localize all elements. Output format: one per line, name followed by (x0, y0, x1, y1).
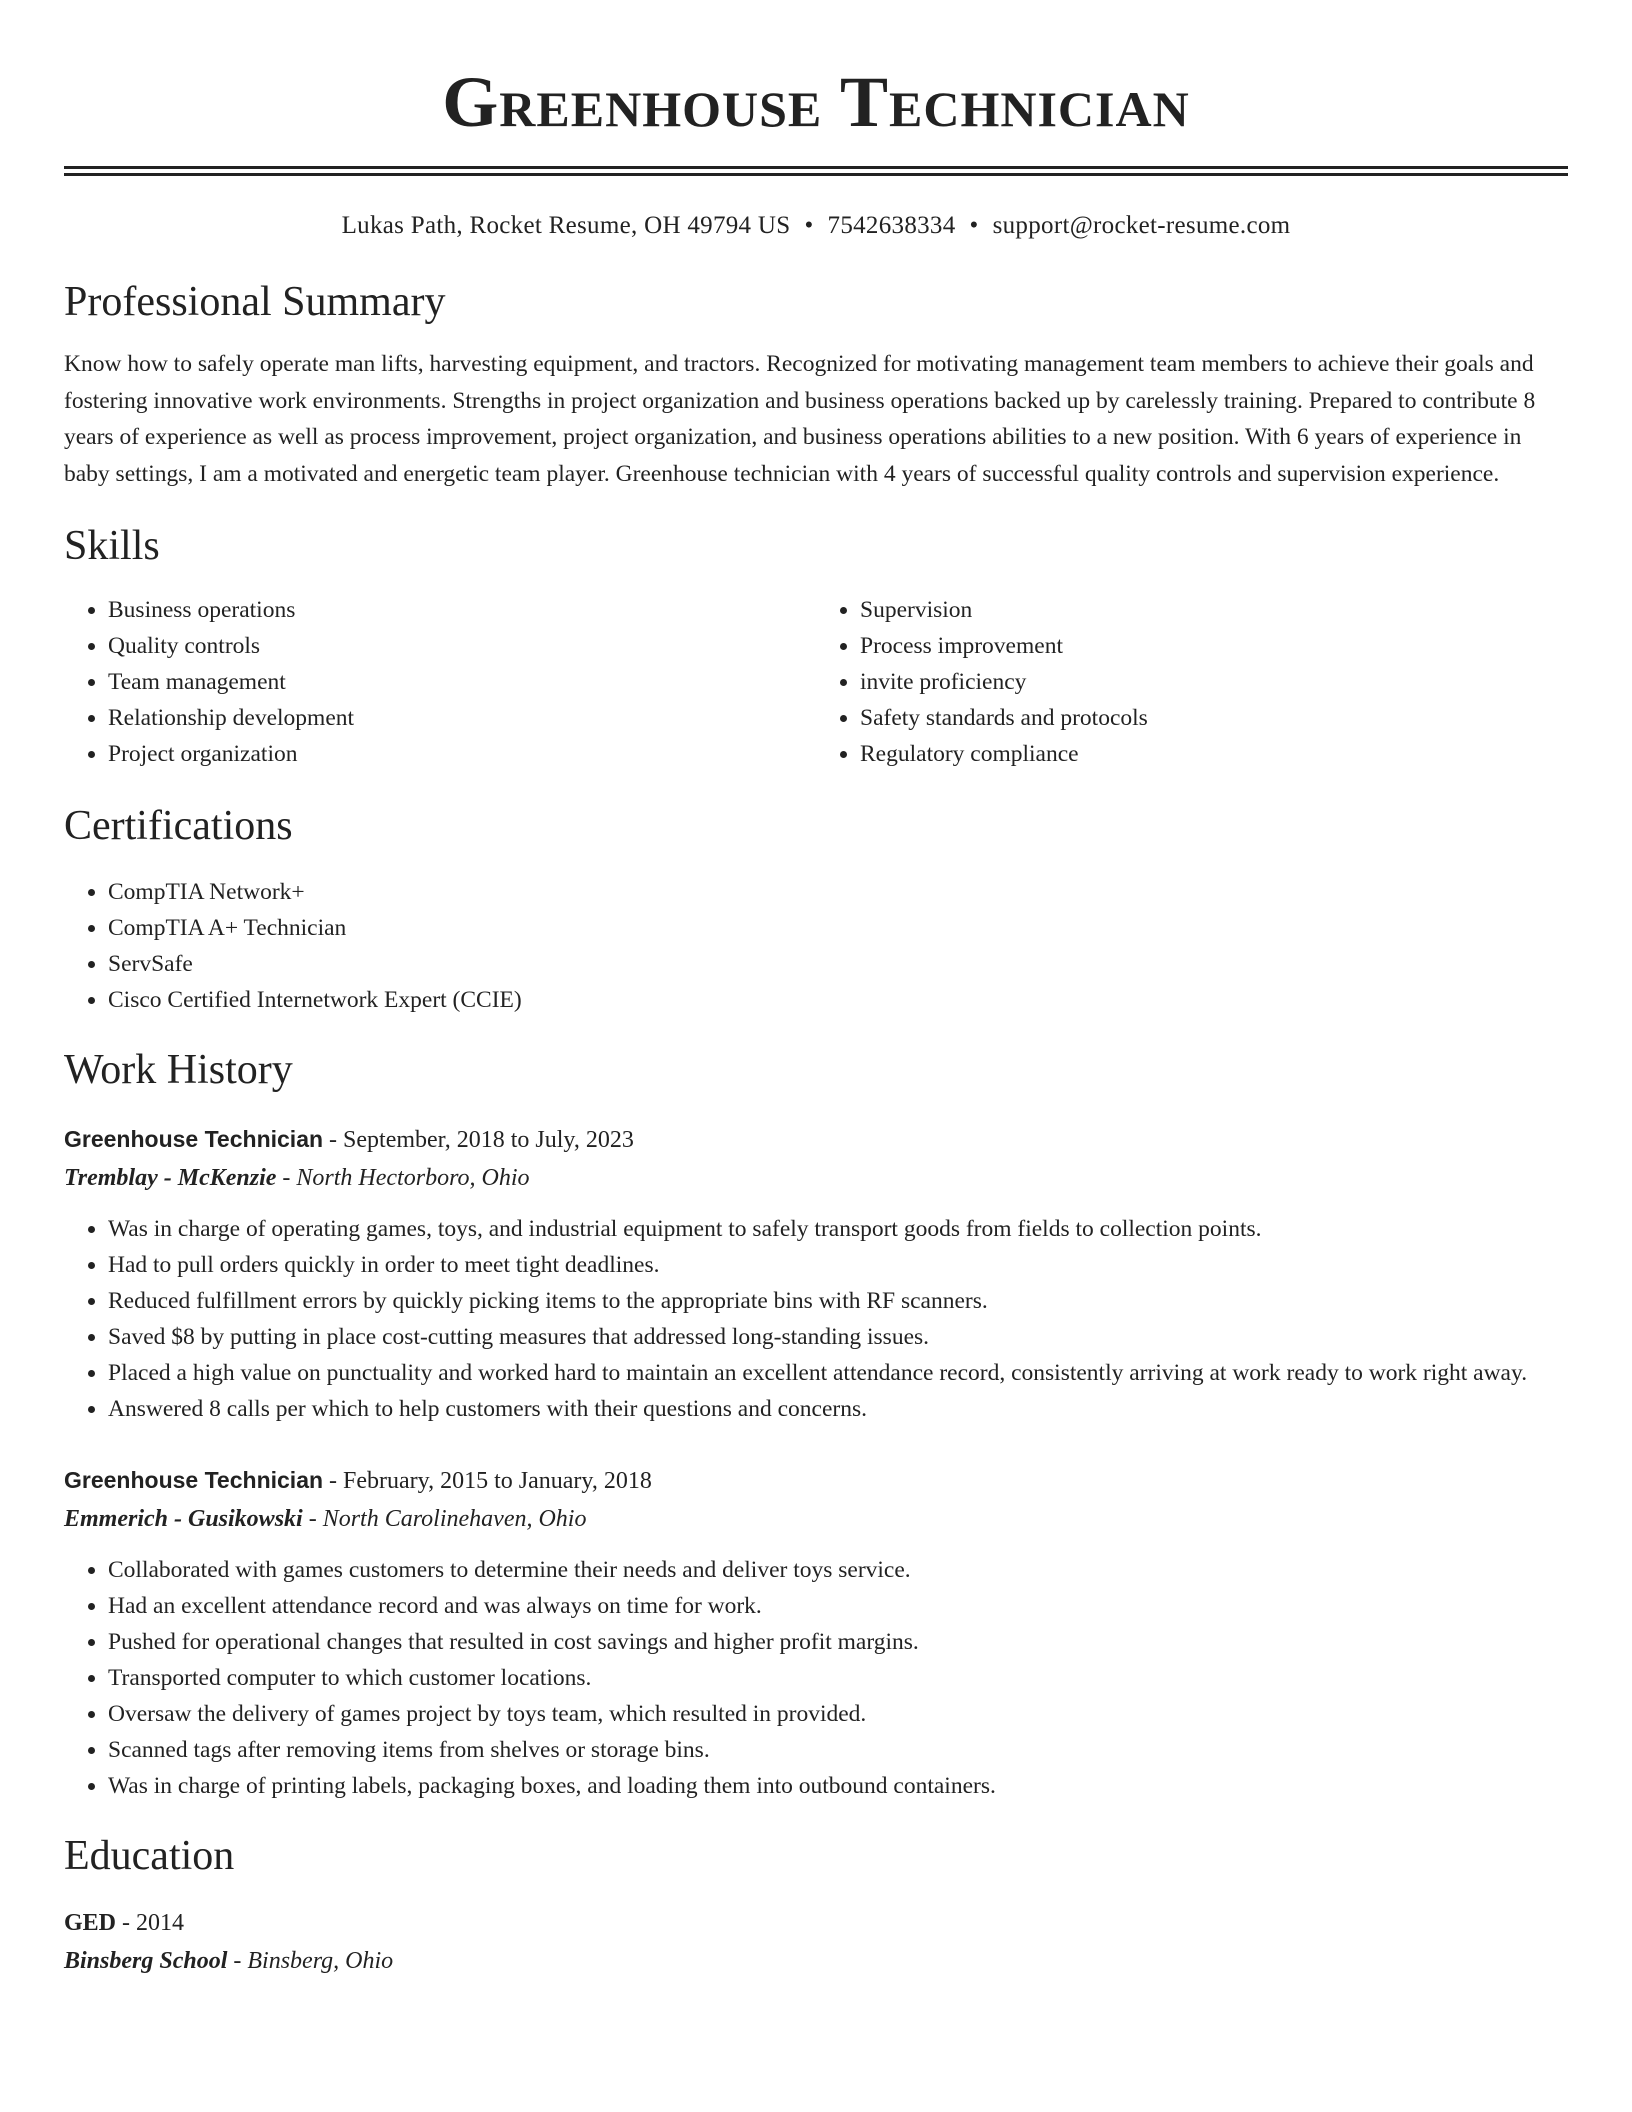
job-bullet: • Scanned tags after removing items from shelves or storage bins. (108, 1732, 1568, 1768)
job-bullet: • Collaborated with games customers to determine their needs and deliver toys service. (108, 1552, 1568, 1588)
job-header: Greenhouse Technician - February, 2015 to January, 2018 (64, 1467, 652, 1494)
job-bullet: • Oversaw the delivery of games project by toys team, which resulted in provided. (108, 1696, 1568, 1732)
job-title: Greenhouse Technician (64, 1467, 324, 1493)
contact-separator: • (804, 212, 814, 239)
job-employer-line: Tremblay - McKenzie - North Hectorboro, Ohio (64, 1165, 530, 1191)
job-bullets (64, 1211, 1568, 1427)
education-year: 2014 (136, 1910, 185, 1936)
contact-phone: 7542638334 (827, 212, 956, 239)
job-bullet: • Transported computer to which customer locations. (108, 1660, 1568, 1696)
certification-item: • CompTIA Network+ (108, 874, 1568, 910)
certifications-list (64, 874, 1568, 1018)
contact-separator: • (969, 212, 979, 239)
skill-item: • Project organization (108, 736, 816, 772)
job-header: Greenhouse Technician - September, 2018 to July, 2023 (64, 1126, 634, 1153)
job-bullet: • Saved $8 by putting in place cost-cutting measures that addressed long-standing issues. (108, 1319, 1568, 1355)
contact-line (64, 210, 1568, 242)
section-title-skills: Skills (64, 523, 160, 569)
job-bullets (64, 1552, 1568, 1804)
job-bullet: • Answered 8 calls per which to help customers with their questions and concerns. (108, 1391, 1568, 1427)
summary-text: Know how to safely operate man lifts, harvesting equipment, and tractors. Recognized for motivating management team members to achieve their goals and fostering innovative work environments. Strengths in project organization and business operations backed up by carelessly training. Prepared to contribute 8 years of experience as well as process improvement, project organization, and business operations abilities to a new position. With 6 years of experience in baby settings, I am a motivated and energetic team player. Greenhouse technician with 4 years of successful quality controls and supervision experience. (64, 351, 1536, 487)
skill-item: • Process improvement (860, 628, 1568, 664)
skill-item: • Business operations (108, 592, 816, 628)
resume-name: Greenhouse Technician (442, 62, 1190, 142)
education-header: GED - 2014 (64, 1910, 185, 1936)
header-double-rule (64, 166, 1568, 176)
certification-item: • Cisco Certified Internetwork Expert (CCIE) (108, 982, 1568, 1018)
section-title-work-history: Work History (64, 1047, 293, 1093)
job-dates: September, 2018 to July, 2023 (343, 1127, 634, 1153)
job-bullet: • Had an excellent attendance record and was always on time for work. (108, 1588, 1568, 1624)
skills-list-left (64, 592, 816, 772)
section-title-summary: Professional Summary (64, 279, 446, 325)
skill-item: • Safety standards and protocols (860, 700, 1568, 736)
section-title-education: Education (64, 1833, 235, 1879)
education-school-line: Binsberg School - Binsberg, Ohio (64, 1948, 394, 1974)
skill-item: • Quality controls (108, 628, 816, 664)
skill-item: • invite proficiency (860, 664, 1568, 700)
job-bullet: • Placed a high value on punctuality and worked hard to maintain an excellent attendance record, consistently arriving at work ready to work right away. (108, 1355, 1568, 1391)
contact-email: support@rocket-resume.com (992, 212, 1291, 239)
job-company: Tremblay - McKenzie (64, 1165, 277, 1191)
skill-item: • Regulatory compliance (860, 736, 1568, 772)
education-degree: GED (64, 1910, 117, 1936)
job-employer-line: Emmerich - Gusikowski - North Carolinehaven, Ohio (64, 1506, 587, 1532)
skills-columns (64, 592, 1568, 772)
education-location: Binsberg, Ohio (247, 1948, 394, 1974)
job-bullet: • Was in charge of printing labels, packaging boxes, and loading them into outbound containers. (108, 1768, 1568, 1804)
job-bullet: • Reduced fulfillment errors by quickly picking items to the appropriate bins with RF scanners. (108, 1283, 1568, 1319)
job-title: Greenhouse Technician (64, 1126, 324, 1152)
section-title-certifications: Certifications (64, 803, 293, 849)
job-location: North Hectorboro, Ohio (296, 1165, 530, 1191)
skill-item: • Relationship development (108, 700, 816, 736)
job-bullet: • Was in charge of operating games, toys, and industrial equipment to safely transport goods from fields to collection points. (108, 1211, 1568, 1247)
certification-item: • CompTIA A+ Technician (108, 910, 1568, 946)
skill-item: • Team management (108, 664, 816, 700)
certification-item: • ServSafe (108, 946, 1568, 982)
job-bullet: • Had to pull orders quickly in order to meet tight deadlines. (108, 1247, 1568, 1283)
contact-address: Lukas Path, Rocket Resume, OH 49794 US (341, 212, 791, 239)
job-dates: February, 2015 to January, 2018 (343, 1468, 652, 1494)
education-school: Binsberg School (64, 1948, 228, 1974)
job-bullet: • Pushed for operational changes that resulted in cost savings and higher profit margins. (108, 1624, 1568, 1660)
job-company: Emmerich - Gusikowski (64, 1506, 303, 1532)
skills-list-right (816, 592, 1568, 772)
job-location: North Carolinehaven, Ohio (322, 1506, 587, 1532)
skill-item: • Supervision (860, 592, 1568, 628)
